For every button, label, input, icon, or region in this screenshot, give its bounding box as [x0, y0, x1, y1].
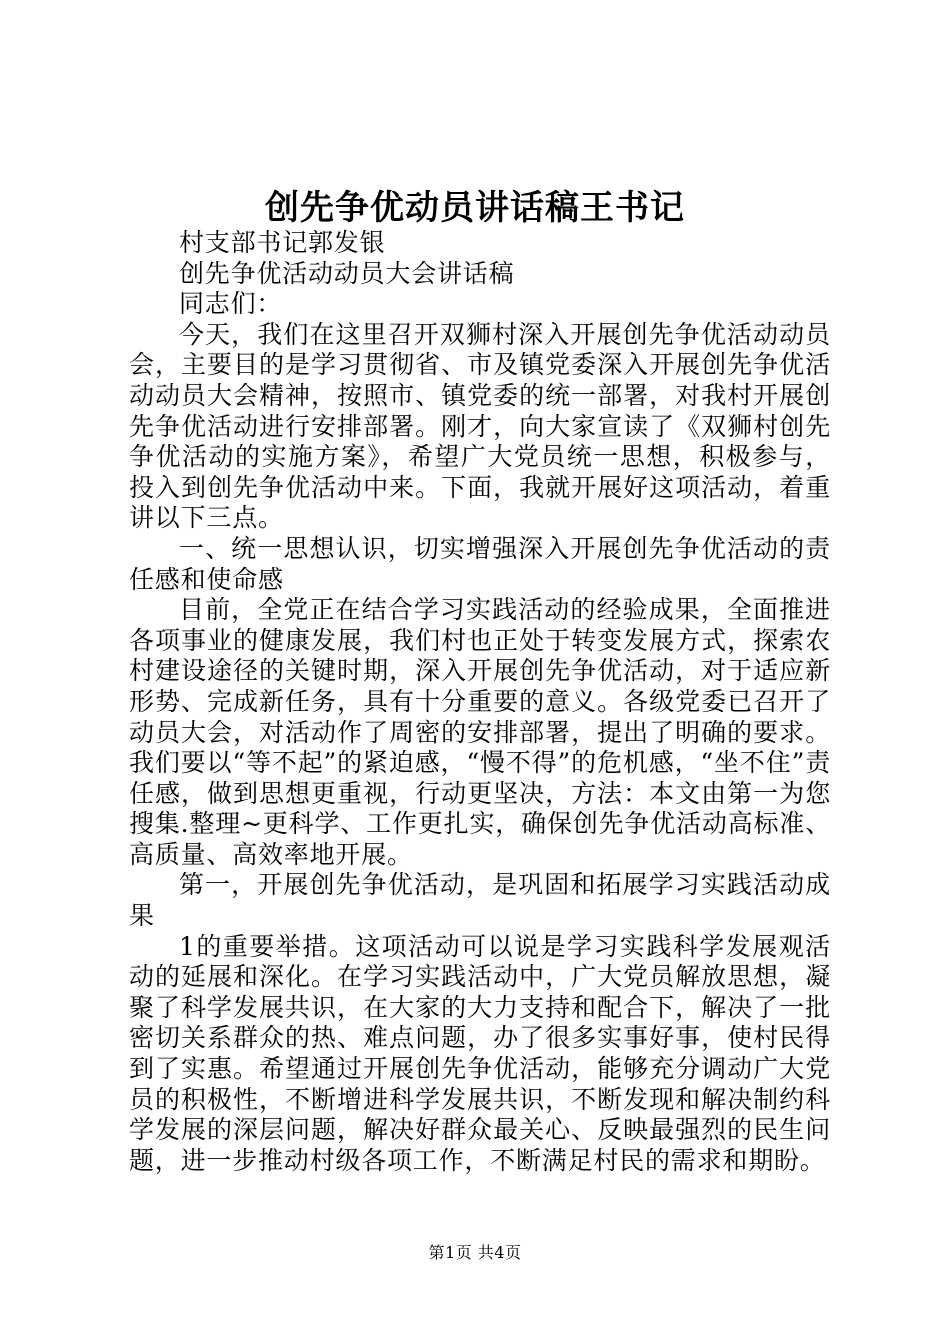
section-heading: 一、统一思想认识，切实增强深入开展创先争优活动的责任感和使命感: [129, 533, 831, 594]
paragraph: 今天，我们在这里召开双狮村深入开展创先争优活动动员会，主要目的是学习贯彻省、市及镇党委深入开展创先争优活动动员大会精神，按照市、镇党委的统一部署，对我村开展创先争优活动进行安排部署。刚才，向大家宣读了《双狮村创先争优活动的实施方案》，希望广大党员统一思想，积极参与，投入到创先争优活动中来。下面，我就开展好这项活动，着重讲以下三点。: [129, 319, 831, 533]
salutation: 同志们：: [179, 289, 283, 319]
document-title: 创先争优动员讲话稿王书记: [265, 188, 685, 228]
paragraph: 1的重要举措。这项活动可以说是学习实践科学发展观活动的延展和深化。在学习实践活动中，广大党员解放思想，凝聚了科学发展共识，在大家的大力支持和配合下，解决了一批密切关系群众的热、难点问题，办了很多实事好事，使村民得到了实惠。希望通过开展创先争优活动，能够充分调动广大党员的积极性，不断增进科学发展共识，不断发现和解决制约科学发展的深层问题，解决好群众最关心、反映最强烈的民生问题，进一步推动村级各项工作，不断满足村民的需求和期盼。: [129, 931, 831, 1175]
speaker-line: 村支部书记郭发银: [179, 228, 386, 257]
paragraph: 目前，全党正在结合学习实践活动的经验成果，全面推进各项事业的健康发展，我们村也正处于转变发展方式，探索农村建设途径的关键时期，深入开展创先争优活动，对于适应新形势、完成新任务，具有十分重要的意义。各级党委已召开了动员大会，对活动作了周密的安排部署，提出了明确的要求。我们要以“等不起”的紧迫感，“慢不得”的危机感，“坐不住”责任感，做到思想更重视，行动更坚决，方法：本文由第一为您搜集.整理~更科学、工作更扎实，确保创先争优活动高标准、高质量、高效率地开展。: [129, 595, 831, 869]
document-body: [129, 228, 831, 1176]
speech-subtitle: 创先争优活动动员大会讲话稿: [179, 258, 515, 288]
subsection-heading: 第一，开展创先争优活动，是巩固和拓展学习实践活动成果: [129, 870, 831, 931]
page-number: 第1页 共4页: [428, 1243, 522, 1262]
